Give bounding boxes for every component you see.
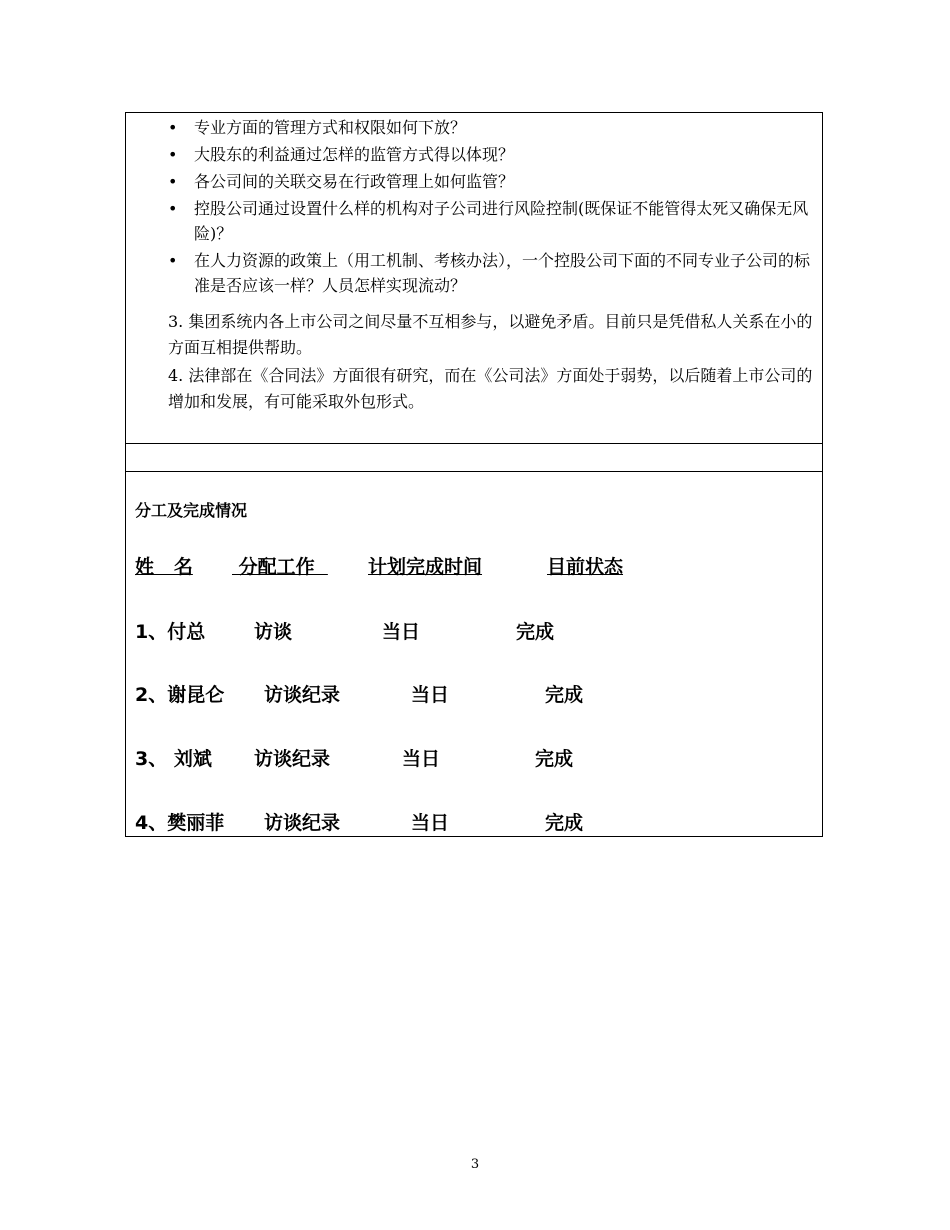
bullet-text: 控股公司通过设置什么样的机构对子公司进行风险控制(既保证不能管得太死又确保无风险)？ (194, 199, 809, 243)
bullet-text: 大股东的利益通过怎样的监管方式得以体现？ (194, 145, 515, 164)
row-4-time: 当日 (411, 812, 450, 834)
numbered-paragraph-4: 4. 法律部在《合同法》方面很有研究，而在《公司法》方面处于弱势，以后随着上市公司的增加和发展，有可能采取外包形式。 (168, 366, 813, 411)
list-item (126, 169, 822, 194)
bullet-text: 在人力资源的政策上（用工机制、考核办法），一个控股公司下面的不同专业子公司的标准是否应该一样？人员怎样实现流动？ (194, 251, 811, 295)
list-item (126, 115, 822, 140)
row-1-time: 当日 (382, 621, 421, 643)
row-1-work: 访谈 (254, 621, 293, 643)
row-3-name: 3、 刘斌 (135, 748, 212, 770)
row-1-name: 1、付总 (135, 621, 206, 643)
bullet-icon: • (168, 251, 178, 270)
bullet-icon: • (168, 118, 178, 137)
row-3-status: 完成 (535, 748, 574, 770)
bullet-text: 专业方面的管理方式和权限如何下放？ (194, 118, 467, 137)
row-4-name: 4、樊丽菲 (135, 812, 225, 834)
assignment-section (126, 472, 822, 837)
list-item (126, 248, 822, 298)
list-item (126, 196, 822, 246)
row-3-work: 访谈纪录 (254, 748, 331, 770)
header-work: 分配工作 (232, 556, 328, 578)
bullet-icon: • (168, 145, 178, 164)
row-2-work: 访谈纪录 (264, 684, 341, 706)
bullet-text: 各公司间的关联交易在行政管理上如何监管？ (194, 172, 515, 191)
list-item (126, 142, 822, 167)
bullet-icon: • (168, 172, 178, 191)
row-3-time: 当日 (402, 748, 441, 770)
numbered-paragraph-3: 3. 集团系统内各上市公司之间尽量不互相参与，以避免矛盾。目前只是凭借私人关系在小的方面互相提供帮助。 (168, 312, 813, 357)
header-plan-time: 计划完成时间 (368, 556, 483, 578)
empty-row (126, 444, 822, 472)
header-name: 姓 名 (135, 556, 193, 578)
row-1-status: 完成 (516, 621, 555, 643)
page-number: 3 (470, 1157, 480, 1172)
row-2-time: 当日 (411, 684, 450, 706)
row-4-work: 访谈纪录 (264, 812, 341, 834)
row-2-name: 2、谢昆仑 (135, 684, 225, 706)
row-4-status: 完成 (545, 812, 584, 834)
notes-section (126, 113, 822, 444)
question-list (126, 115, 822, 300)
document-table (125, 112, 823, 837)
row-2-status: 完成 (545, 684, 584, 706)
header-status: 目前状态 (547, 556, 624, 578)
bullet-icon: • (168, 199, 178, 218)
section-title: 分工及完成情况 (135, 501, 248, 520)
